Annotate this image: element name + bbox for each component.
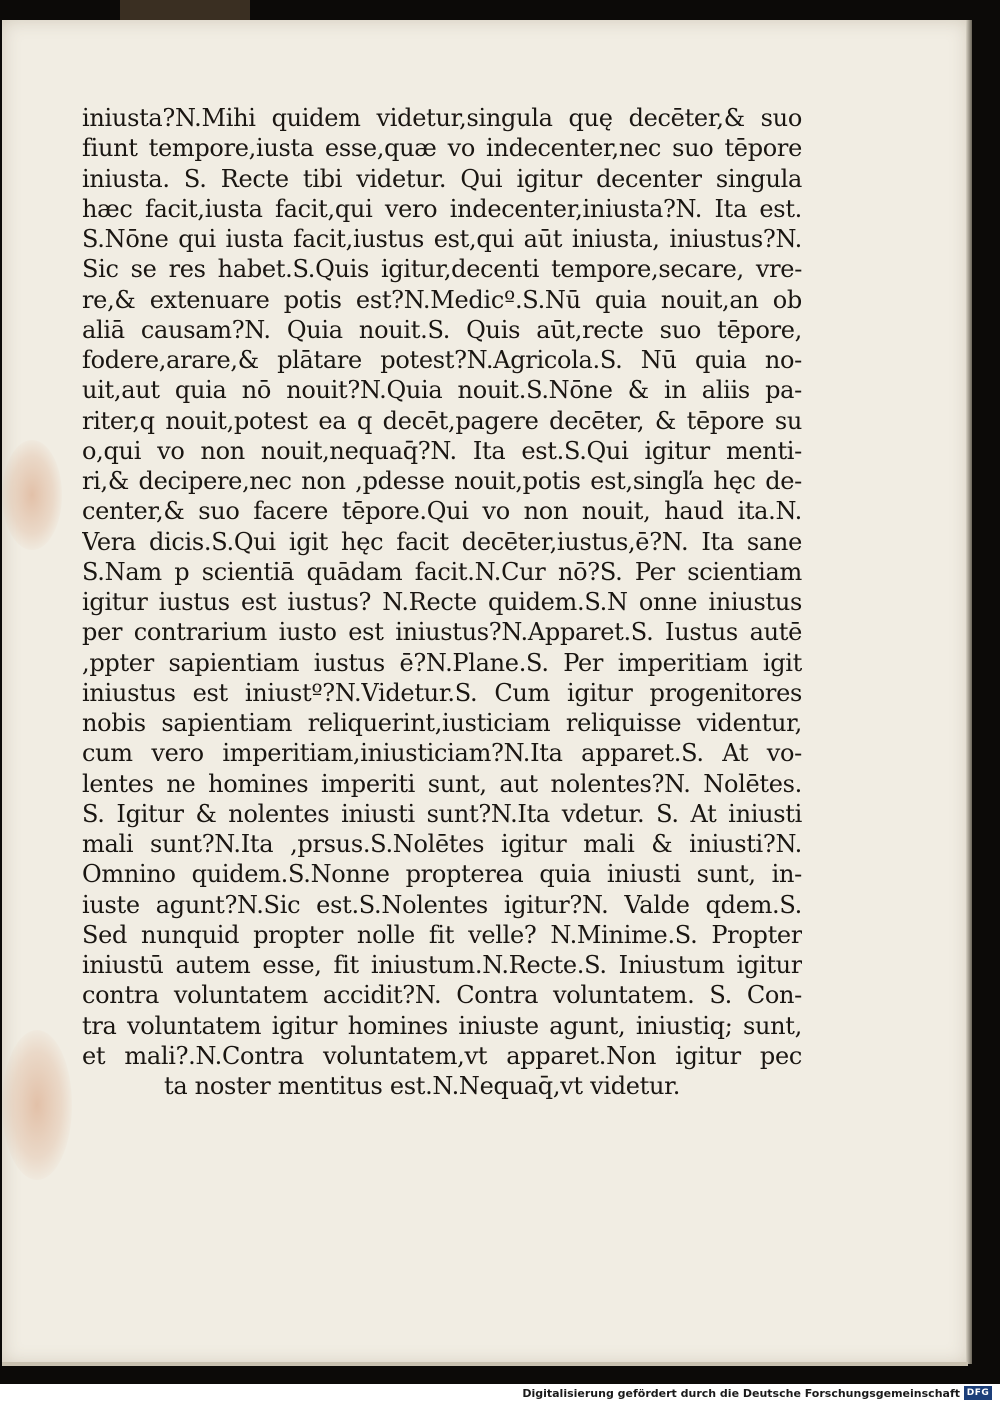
text-line: igitur iustus est iustus? N.Recte quidem.S.N onne iniustus [82, 588, 802, 616]
text-line: re,& extenuare potis est?N.Medicº.S.Nū quia nouit,an ob [82, 285, 802, 314]
page-tab-marker [120, 0, 250, 20]
text-line: riter,q nouit,potest ea q decēt,pagere decēter, & tēpore su [82, 406, 802, 435]
text-line: ri,& decipere,nec non ,pdesse nouit,potis est,singľa hęc de- [82, 467, 802, 495]
text-line: tra voluntatem igitur homines iniuste agunt, iniustiq; sunt, [82, 1011, 802, 1040]
text-line: uit,aut quia nō nouit?N.Quia nouit.S.Nōne & in aliis pa- [82, 376, 802, 405]
text-line-final: ta noster mentitus est.N.Nequaq̄,vt videtur. [164, 1072, 681, 1100]
foxing-stain [2, 1030, 72, 1180]
text-line: hæc facit,iusta facit,qui vero indecenter,iniusta?N. Ita est. [82, 194, 802, 223]
dfg-logo: DFG [964, 1386, 992, 1400]
foxing-stain [2, 440, 62, 550]
text-line: iniusta. S. Recte tibi videtur. Qui igitur decenter singula [82, 164, 802, 193]
footer-bar [0, 1384, 1000, 1404]
text-line: iniustus est iniustº?N.Videtur.S. Cum igitur progenitores [82, 678, 802, 707]
text-line: Omnino quidem.S.Nonne propterea quia iniusti sunt, in- [82, 860, 802, 889]
text-line: fiunt tempore,iusta esse,quæ vo indecenter,nec suo tēpore [82, 134, 802, 163]
text-line: Sic se res habet.S.Quis igitur,decenti tempore,secare, vre- [82, 255, 802, 284]
text-line: S.Nam p scientiā quādam facit.N.Cur nō?S. Per scientiam [82, 557, 802, 586]
text-line: iniusta?N.Mihi quidem videtur,singula quę decēter,& suo [82, 104, 802, 132]
text-line: et mali?.N.Contra voluntatem,vt apparet.Non igitur pec [82, 1041, 802, 1070]
text-line: contra voluntatem accidit?N. Contra voluntatem. S. Con- [82, 981, 802, 1010]
page-edge [2, 1362, 968, 1366]
text-line: o,qui vo non nouit,nequaq̄?N. Ita est.S.Qui igitur menti- [82, 436, 802, 465]
text-line: lentes ne homines imperiti sunt, aut nolentes?N. Nolētes. [82, 769, 802, 798]
text-line: per contrarium iusto est iniustus?N.Apparet.S. Iustus autē [82, 618, 802, 647]
funding-credit: Digitalisierung gefördert durch die Deutsche Forschungsgemeinschaft [522, 1387, 960, 1400]
text-line: center,& suo facere tēpore.Qui vo non nouit, haud ita.N. [82, 497, 802, 526]
text-line: S.Nōne qui iusta facit,iustus est,qui aūt iniusta, iniustus?N. [82, 225, 802, 253]
text-line: nobis sapientiam reliquerint,iusticiam reliquisse videntur, [82, 709, 802, 737]
page-edge [966, 20, 972, 1364]
text-line: ,ppter sapientiam iustus ē?N.Plane.S. Per imperitiam igit [82, 648, 802, 677]
text-line: Sed nunquid propter nolle fit velle? N.Minime.S. Propter [82, 920, 802, 949]
text-line: iuste agunt?N.Sic est.S.Nolentes igitur?N. Valde qdem.S. [82, 890, 802, 919]
text-line: aliā causam?N. Quia nouit.S. Quis aūt,recte suo tēpore, [82, 315, 802, 344]
text-line: iniustū autem esse, fit iniustum.N.Recte.S. Iniustum igitur [82, 951, 802, 979]
text-line: cum vero imperitiam,iniusticiam?N.Ita apparet.S. At vo- [82, 739, 802, 768]
text-line: S. Igitur & nolentes iniusti sunt?N.Ita vdetur. S. At iniusti [82, 799, 802, 828]
text-line: mali sunt?N.Ita ,prsus.S.Nolētes igitur mali & iniusti?N. [82, 830, 802, 858]
text-line: fodere,arare,& plātare potest?N.Agricola.S. Nū quia no- [82, 346, 802, 374]
page-text-block [82, 103, 802, 1101]
text-line: Vera dicis.S.Qui igit hęc facit decēter,iustus,ē?N. Ita sane [82, 527, 802, 556]
